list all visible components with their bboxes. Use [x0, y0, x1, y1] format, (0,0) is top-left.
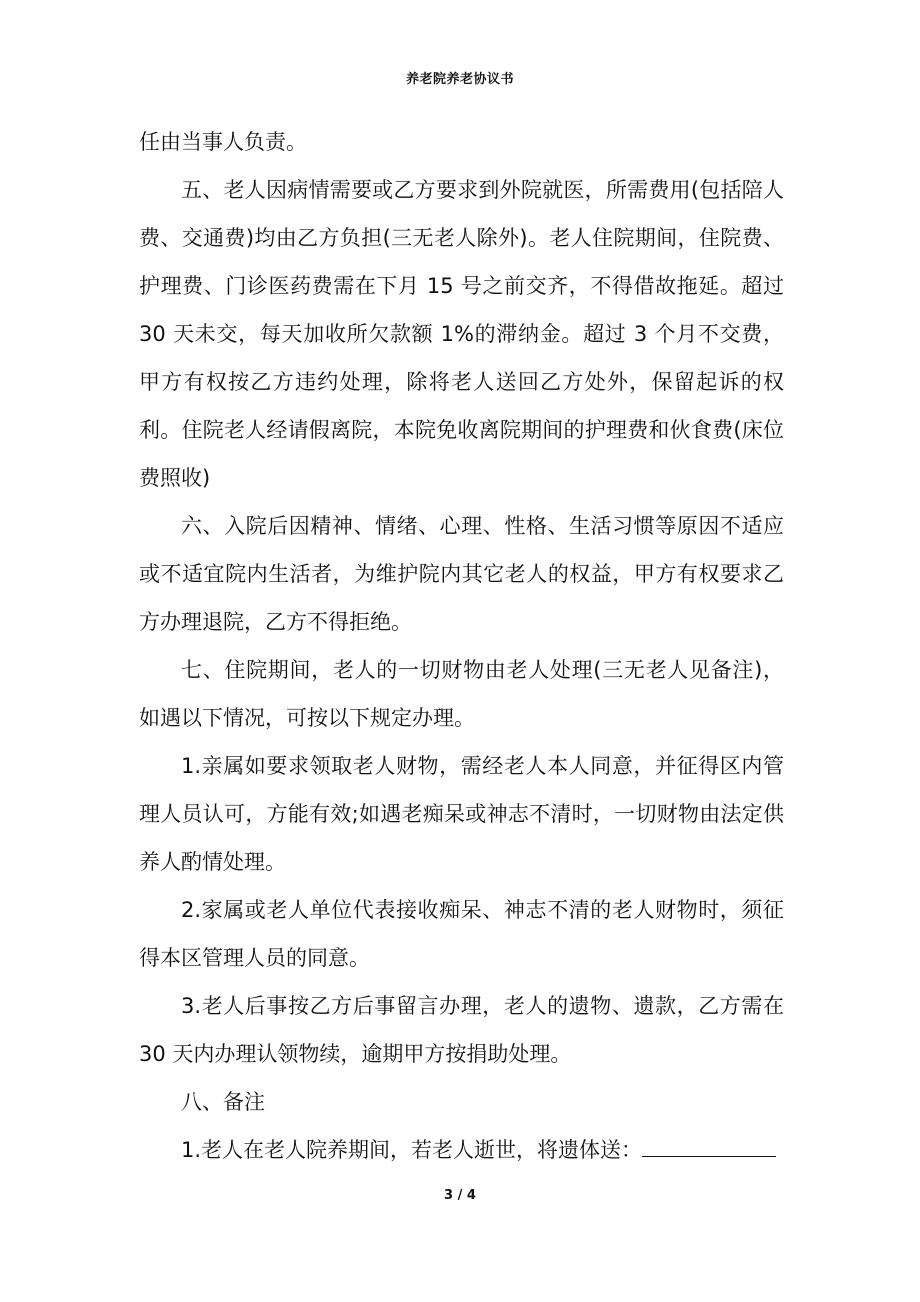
paragraph-clause-7: 七、住院期间，老人的一切财物由老人处理(三无老人见备注)，如遇以下情况，可按以下规定办理。: [139, 658, 784, 730]
paragraph-clause-7-item-2: 2.家属或老人单位代表接收痴呆、神志不清的老人财物时，须征得本区管理人员的同意。: [139, 898, 784, 970]
fill-in-blank-line: [642, 1134, 776, 1157]
paragraph-clause-7-item-3: 3.老人后事按乙方后事留言办理，老人的遗物、遗款，乙方需在 30 天内办理认领物续，逾期甲方按捐助处理。: [139, 994, 784, 1066]
paragraph-continuation: 任由当事人负责。: [139, 130, 307, 154]
paragraph-clause-6: 六、入院后因精神、情绪、心理、性格、生活习惯等原因不适应或不适宜院内生活者，为维护院内其它老人的权益，甲方有权要求乙方办理退院，乙方不得拒绝。: [139, 514, 784, 634]
document-body: [139, 118, 784, 1174]
paragraph-clause-8-item-1: [139, 1126, 784, 1174]
note-item-text: 1.老人在老人院养期间，若老人逝世，将遗体送：: [181, 1138, 643, 1162]
paragraph-clause-5: 五、老人因病情需要或乙方要求到外院就医，所需费用(包括陪人费、交通费)均由乙方负担(三无老人除外)。老人住院期间，住院费、护理费、门诊医药费需在下月 15 号之前交齐，不得借故拖延。超过 30 天未交，每天加收所欠款额 1%的滞纳金。超过 3 个月不交费，甲方有权按乙方违约处理，除将老人送回乙方处外，保留起诉的权利。住院老人经请假离院，本院免收离院期间的护理费和伙食费(床位费照收): [139, 178, 784, 490]
paragraph-clause-7-item-1: 1.亲属如要求领取老人财物，需经老人本人同意，并征得区内管理人员认可，方能有效;如遇老痴呆或神志不清时，一切财物由法定供养人酌情处理。: [139, 754, 784, 874]
paragraph-clause-8-heading: 八、备注: [181, 1090, 265, 1114]
page-header-title: 养老院养老协议书: [405, 72, 514, 87]
page-number: 3 / 4: [444, 1188, 476, 1203]
